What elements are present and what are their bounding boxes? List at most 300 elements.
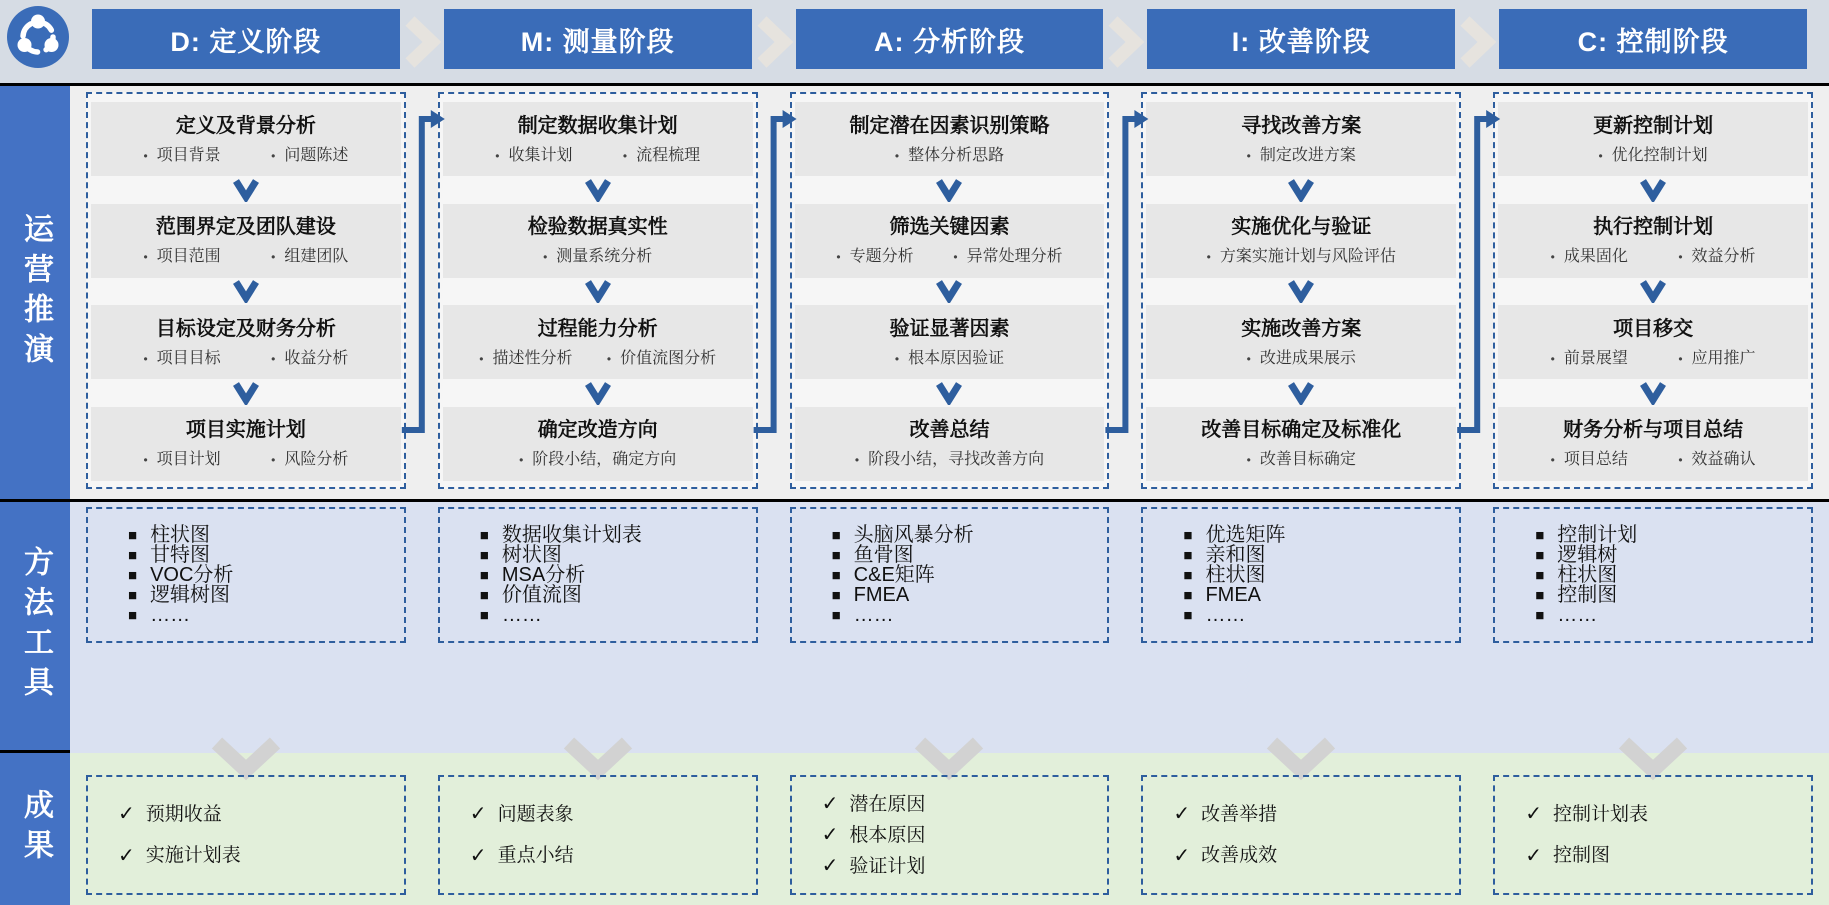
tools-column-a	[774, 502, 1126, 753]
results-column-m	[422, 753, 774, 905]
step-bullet	[895, 345, 1004, 368]
step-bullet-label: 方案实施计划与风险评估	[1219, 248, 1396, 266]
bullet-dot-icon: •	[271, 453, 276, 468]
bullet-dot-icon: •	[1678, 351, 1683, 366]
step-title: 检验数据真实性	[527, 216, 668, 239]
arrow-down-icon	[583, 381, 613, 405]
tool-item	[480, 585, 750, 605]
step-bullet	[1598, 142, 1707, 165]
flow-step	[91, 305, 401, 379]
step-bullet	[836, 243, 913, 266]
tool-item	[1183, 565, 1453, 585]
step-bullet	[1207, 243, 1396, 266]
step-bullet-label: 描述性分析	[492, 349, 573, 367]
step-title: 范围界定及团队建设	[155, 216, 336, 239]
bullet-dot-icon: •	[1246, 351, 1251, 366]
phase-header-a: A: 分析阶段	[796, 9, 1104, 69]
step-bullet	[1247, 345, 1356, 368]
sidebar-row-label: 运营推演	[19, 212, 52, 373]
square-bullet-icon: ■	[831, 546, 841, 564]
result-item	[822, 825, 1104, 845]
step-title: 筛选关键因素	[889, 216, 1010, 239]
tools-box	[1493, 507, 1813, 643]
flow-step	[91, 204, 401, 278]
square-bullet-icon: ■	[479, 586, 489, 604]
step-title: 制定潜在因素识别策略	[849, 114, 1050, 137]
arrow-down-icon	[1638, 381, 1668, 405]
tool-item-label: ……	[1205, 604, 1246, 626]
flow-step	[1146, 204, 1456, 278]
step-bullet-row	[1148, 446, 1454, 469]
step-bullet-row	[1500, 142, 1806, 165]
arrow-down-icon	[1286, 279, 1316, 303]
result-item-label: 潜在原因	[849, 793, 926, 815]
flow-step	[1146, 102, 1456, 176]
result-item	[118, 804, 400, 824]
tool-item-label: 逻辑树	[1557, 544, 1618, 566]
bullet-dot-icon: •	[543, 250, 548, 265]
flow-column-i	[1125, 86, 1477, 499]
bullet-dot-icon: •	[894, 148, 900, 163]
square-bullet-icon: ■	[128, 586, 138, 604]
step-bullet	[855, 446, 1044, 469]
arrow-down-icon	[1638, 178, 1668, 202]
sidebar-row-2	[0, 753, 70, 905]
step-bullet-row	[445, 243, 751, 266]
bullet-dot-icon: •	[143, 148, 148, 163]
tool-item-label: MSA分析	[501, 564, 586, 586]
tool-item	[480, 605, 750, 625]
bullet-dot-icon: •	[1598, 148, 1603, 163]
square-bullet-icon: ■	[1535, 546, 1545, 564]
square-bullet-icon: ■	[1183, 546, 1193, 564]
tool-item	[1183, 525, 1453, 545]
step-bullet	[1247, 446, 1356, 469]
flow-step	[795, 305, 1105, 379]
tools-box	[790, 507, 1110, 643]
tool-item	[1183, 605, 1453, 625]
tool-item	[480, 545, 750, 565]
tool-item-label: 头脑风暴分析	[853, 524, 974, 546]
result-item	[822, 856, 1104, 876]
bullet-dot-icon: •	[495, 148, 500, 163]
flow-column-d	[70, 86, 422, 499]
step-title: 目标设定及财务分析	[155, 317, 336, 340]
tool-item-label: ……	[853, 604, 894, 626]
tool-item	[832, 525, 1102, 545]
chevron-right-icon	[755, 15, 793, 69]
step-bullet-row	[445, 446, 751, 469]
step-title: 改善总结	[909, 419, 990, 442]
square-bullet-icon: ■	[479, 566, 489, 584]
bullet-dot-icon: •	[479, 351, 484, 366]
flow-step	[1498, 305, 1808, 379]
flow-step	[1498, 204, 1808, 278]
tool-item-label: 柱状图	[1205, 564, 1266, 586]
step-bullet-label: 制定改进方案	[1259, 146, 1356, 164]
flow-steps-box	[1141, 92, 1461, 489]
result-item	[470, 846, 752, 866]
results-box	[790, 775, 1110, 895]
tool-item	[832, 585, 1102, 605]
step-bullet-row	[1500, 345, 1806, 368]
tool-item-label: 甘特图	[150, 544, 211, 566]
flow-step	[443, 102, 753, 176]
square-bullet-icon: ■	[479, 606, 489, 624]
arrow-down-icon	[934, 279, 964, 303]
step-title: 项目移交	[1613, 317, 1694, 340]
step-bullet-label: 项目范围	[156, 248, 221, 266]
bullet-dot-icon: •	[1246, 148, 1251, 163]
tools-column-c	[1477, 502, 1829, 753]
tool-item-label: 控制计划	[1557, 524, 1638, 546]
step-bullet-label: 风险分析	[284, 451, 349, 469]
chevron-right-icon	[1106, 15, 1144, 69]
flow-step	[443, 407, 753, 481]
check-icon: ✓	[469, 844, 487, 867]
step-bullet-label: 项目背景	[156, 146, 221, 164]
results-box	[1141, 775, 1461, 895]
step-bullet-row	[797, 345, 1103, 368]
tool-item-label: VOC分析	[150, 564, 234, 586]
tool-item-label: 优选矩阵	[1205, 524, 1286, 546]
step-title: 确定改造方向	[537, 419, 658, 442]
flow-step	[443, 305, 753, 379]
flow-steps-box	[790, 92, 1110, 489]
tool-item	[832, 545, 1102, 565]
result-item-label: 问题表象	[497, 803, 574, 825]
tool-item	[1535, 545, 1805, 565]
step-bullet-label: 改进成果展示	[1259, 349, 1356, 367]
step-bullet	[1678, 345, 1755, 368]
bullet-dot-icon: •	[271, 351, 276, 366]
bullet-dot-icon: •	[1550, 453, 1555, 468]
bullet-dot-icon: •	[1550, 250, 1555, 265]
step-bullet-label: 收集计划	[508, 146, 573, 164]
step-bullet	[1678, 243, 1755, 266]
step-bullet-row	[1500, 243, 1806, 266]
tool-item-label: 控制图	[1557, 584, 1618, 606]
step-bullet-label: 前景展望	[1563, 349, 1628, 367]
flow-step	[1146, 305, 1456, 379]
tools-column-m	[422, 502, 774, 753]
flow-step	[91, 407, 401, 481]
flow-step	[1498, 407, 1808, 481]
results-box	[438, 775, 758, 895]
step-bullet-row	[797, 446, 1103, 469]
square-bullet-icon: ■	[831, 586, 841, 604]
arrow-down-icon	[583, 178, 613, 202]
tool-item	[128, 525, 398, 545]
result-item	[1525, 804, 1807, 824]
tool-item-label: 亲和图	[1205, 544, 1266, 566]
result-item-label: 控制计划表	[1552, 803, 1648, 825]
square-bullet-icon: ■	[128, 606, 138, 624]
result-item-label: 改善成效	[1201, 845, 1278, 867]
square-bullet-icon: ■	[1183, 526, 1193, 544]
bullet-dot-icon: •	[1246, 453, 1251, 468]
step-bullet	[271, 345, 348, 368]
operation-flow-band	[0, 86, 1829, 502]
square-bullet-icon: ■	[1535, 526, 1545, 544]
arrow-down-icon	[231, 178, 261, 202]
square-bullet-icon: ■	[1183, 586, 1193, 604]
square-bullet-icon: ■	[128, 566, 138, 584]
square-bullet-icon: ■	[1183, 606, 1193, 624]
arrow-down-icon	[1286, 381, 1316, 405]
bullet-dot-icon: •	[1550, 351, 1555, 366]
bullet-dot-icon: •	[143, 453, 148, 468]
step-bullet-label: 项目目标	[156, 349, 221, 367]
tool-item	[128, 565, 398, 585]
step-bullet-row	[445, 345, 751, 368]
chevron-right-icon	[403, 15, 441, 69]
check-icon: ✓	[821, 824, 839, 846]
tool-item-label: 柱状图	[150, 524, 211, 546]
result-item	[470, 804, 752, 824]
step-bullet	[895, 142, 1004, 165]
bullet-dot-icon: •	[271, 250, 276, 265]
tools-box	[86, 507, 406, 643]
step-bullet	[271, 243, 348, 266]
step-bullet-row	[797, 243, 1103, 266]
tool-item-label: 价值流图	[501, 584, 582, 606]
step-bullet-label: 改善目标确定	[1259, 451, 1356, 469]
step-bullet-row	[93, 142, 399, 165]
step-bullet-label: 测量系统分析	[556, 248, 653, 266]
result-item	[118, 846, 400, 866]
step-bullet-row	[1148, 142, 1454, 165]
square-bullet-icon: ■	[128, 546, 138, 564]
step-title: 财务分析与项目总结	[1563, 419, 1744, 442]
bullet-dot-icon: •	[271, 148, 276, 163]
step-bullet	[1551, 243, 1628, 266]
result-item-label: 重点小结	[497, 845, 574, 867]
phase-header-band	[0, 0, 1829, 86]
step-bullet	[607, 345, 716, 368]
sidebar-row-0	[0, 86, 70, 499]
check-icon: ✓	[1173, 844, 1191, 867]
step-title: 执行控制计划	[1593, 216, 1714, 239]
check-icon: ✓	[118, 844, 135, 867]
result-item	[1173, 846, 1455, 866]
check-icon: ✓	[469, 803, 487, 826]
step-bullet-row	[93, 446, 399, 469]
step-bullet-label: 项目总结	[1563, 451, 1628, 469]
step-bullet	[1551, 345, 1628, 368]
tool-item	[1535, 585, 1805, 605]
step-bullet-label: 阶段小结，确定方向	[532, 451, 677, 469]
tools-box	[438, 507, 758, 643]
bullet-dot-icon: •	[143, 250, 148, 265]
square-bullet-icon: ■	[128, 526, 138, 544]
square-bullet-icon: ■	[831, 566, 841, 584]
step-title: 实施优化与验证	[1231, 216, 1372, 239]
bullet-dot-icon: •	[836, 250, 841, 265]
step-title: 过程能力分析	[537, 317, 658, 340]
flow-step	[795, 102, 1105, 176]
tool-item-label: FMEA	[1205, 584, 1262, 606]
step-bullet-label: 应用推广	[1691, 349, 1756, 367]
step-title: 实施改善方案	[1241, 317, 1362, 340]
method-tools-band	[0, 502, 1829, 753]
sidebar-row-1	[0, 502, 70, 753]
step-bullet-label: 问题陈述	[284, 146, 349, 164]
tool-item-label: 数据收集计划表	[501, 524, 642, 546]
step-bullet-row	[445, 142, 751, 165]
step-bullet-label: 流程梳理	[636, 146, 701, 164]
square-bullet-icon: ■	[479, 526, 489, 544]
check-icon: ✓	[1525, 844, 1542, 867]
step-bullet-row	[797, 142, 1103, 165]
results-column-d	[70, 753, 422, 905]
step-bullet	[1551, 446, 1628, 469]
tool-item-label: 鱼骨图	[853, 544, 914, 566]
results-box	[1493, 775, 1813, 895]
result-item	[1525, 846, 1807, 866]
step-bullet-label: 阶段小结，寻找改善方向	[868, 451, 1045, 469]
chevron-right-icon	[1458, 15, 1496, 69]
arrow-down-icon	[934, 381, 964, 405]
tool-item	[1535, 525, 1805, 545]
tool-item	[128, 605, 398, 625]
results-column-c	[1477, 753, 1829, 905]
tool-item	[480, 525, 750, 545]
step-title: 寻找改善方案	[1241, 114, 1362, 137]
tool-item	[1183, 545, 1453, 565]
tool-item	[832, 605, 1102, 625]
step-bullet-row	[93, 345, 399, 368]
step-bullet	[271, 446, 348, 469]
bullet-dot-icon: •	[953, 250, 958, 265]
bullet-dot-icon: •	[854, 453, 860, 468]
step-bullet-label: 专题分析	[849, 248, 914, 266]
step-bullet	[1247, 142, 1356, 165]
bullet-dot-icon: •	[606, 351, 612, 366]
arrow-down-icon	[231, 381, 261, 405]
flow-steps-box	[1493, 92, 1813, 489]
tools-box	[1141, 507, 1461, 643]
step-bullet	[143, 345, 220, 368]
check-icon: ✓	[821, 793, 839, 815]
step-bullet	[271, 142, 348, 165]
step-bullet-row	[1148, 243, 1454, 266]
results-box	[86, 775, 406, 895]
flow-step	[443, 204, 753, 278]
sidebar-row-label: 方法工具	[19, 546, 52, 706]
phase-header-i: I: 改善阶段	[1147, 9, 1455, 69]
square-bullet-icon: ■	[831, 606, 841, 624]
flow-step	[91, 102, 401, 176]
tool-item	[1183, 585, 1453, 605]
result-item-label: 改善举措	[1201, 803, 1278, 825]
tools-column-d	[70, 502, 422, 753]
results-column-i	[1125, 753, 1477, 905]
bullet-dot-icon: •	[622, 148, 628, 163]
result-item-label: 控制图	[1552, 845, 1610, 867]
step-bullet	[623, 142, 700, 165]
step-bullet-row	[1148, 345, 1454, 368]
square-bullet-icon: ■	[1183, 566, 1193, 584]
flow-column-c	[1477, 86, 1829, 499]
step-title: 验证显著因素	[889, 317, 1010, 340]
square-bullet-icon: ■	[1535, 566, 1545, 584]
bullet-dot-icon: •	[1206, 250, 1211, 265]
step-title: 项目实施计划	[185, 419, 306, 442]
step-bullet	[495, 142, 572, 165]
tool-item	[480, 565, 750, 585]
tool-item-label: FMEA	[853, 584, 910, 606]
tool-item-label: C&E矩阵	[853, 564, 935, 586]
check-icon: ✓	[118, 803, 135, 826]
flow-step	[1146, 407, 1456, 481]
tool-item	[128, 585, 398, 605]
square-bullet-icon: ■	[479, 546, 489, 564]
check-icon: ✓	[821, 855, 839, 877]
company-logo-icon	[5, 4, 71, 70]
phase-header-c: C: 控制阶段	[1499, 9, 1807, 69]
bullet-dot-icon: •	[143, 351, 148, 366]
flow-column-m	[422, 86, 774, 499]
flow-steps-box	[438, 92, 758, 489]
flow-step	[795, 407, 1105, 481]
flow-step	[795, 204, 1105, 278]
square-bullet-icon: ■	[1535, 586, 1545, 604]
arrow-down-icon	[583, 279, 613, 303]
step-bullet-label: 成果固化	[1563, 248, 1628, 266]
step-bullet	[519, 446, 676, 469]
tool-item-label: ……	[501, 604, 542, 626]
step-bullet-label: 价值流图分析	[620, 349, 717, 367]
step-bullet	[543, 243, 652, 266]
arrow-down-icon	[1286, 178, 1316, 202]
step-bullet-label: 优化控制计划	[1611, 146, 1708, 164]
tool-item-label: ……	[150, 604, 191, 626]
step-title: 更新控制计划	[1593, 114, 1714, 137]
result-item	[1173, 804, 1455, 824]
tool-item	[1535, 605, 1805, 625]
bullet-dot-icon: •	[1678, 453, 1683, 468]
step-bullet-row	[93, 243, 399, 266]
phase-header-d: D: 定义阶段	[92, 9, 400, 69]
result-item-label: 根本原因	[849, 824, 926, 846]
bullet-dot-icon: •	[894, 351, 900, 366]
step-bullet-row	[1500, 446, 1806, 469]
arrow-down-icon	[231, 279, 261, 303]
tool-item-label: ……	[1557, 604, 1598, 626]
bullet-dot-icon: •	[519, 453, 524, 468]
tool-item-label: 柱状图	[1557, 564, 1618, 586]
step-bullet	[143, 446, 220, 469]
flow-step	[1498, 102, 1808, 176]
tool-item-label: 树状图	[501, 544, 562, 566]
check-icon: ✓	[1525, 803, 1542, 826]
step-bullet	[953, 243, 1062, 266]
result-item	[822, 794, 1104, 814]
result-item-label: 实施计划表	[145, 845, 241, 867]
flow-column-a	[774, 86, 1126, 499]
step-bullet-label: 整体分析思路	[908, 146, 1005, 164]
step-bullet-label: 根本原因验证	[908, 349, 1005, 367]
result-item-label: 预期收益	[145, 803, 222, 825]
tool-item	[832, 565, 1102, 585]
results-band	[0, 753, 1829, 905]
step-bullet	[1678, 446, 1755, 469]
check-icon: ✓	[1173, 803, 1191, 826]
step-bullet-label: 效益确认	[1691, 451, 1756, 469]
arrow-down-icon	[934, 178, 964, 202]
tool-item	[1535, 565, 1805, 585]
